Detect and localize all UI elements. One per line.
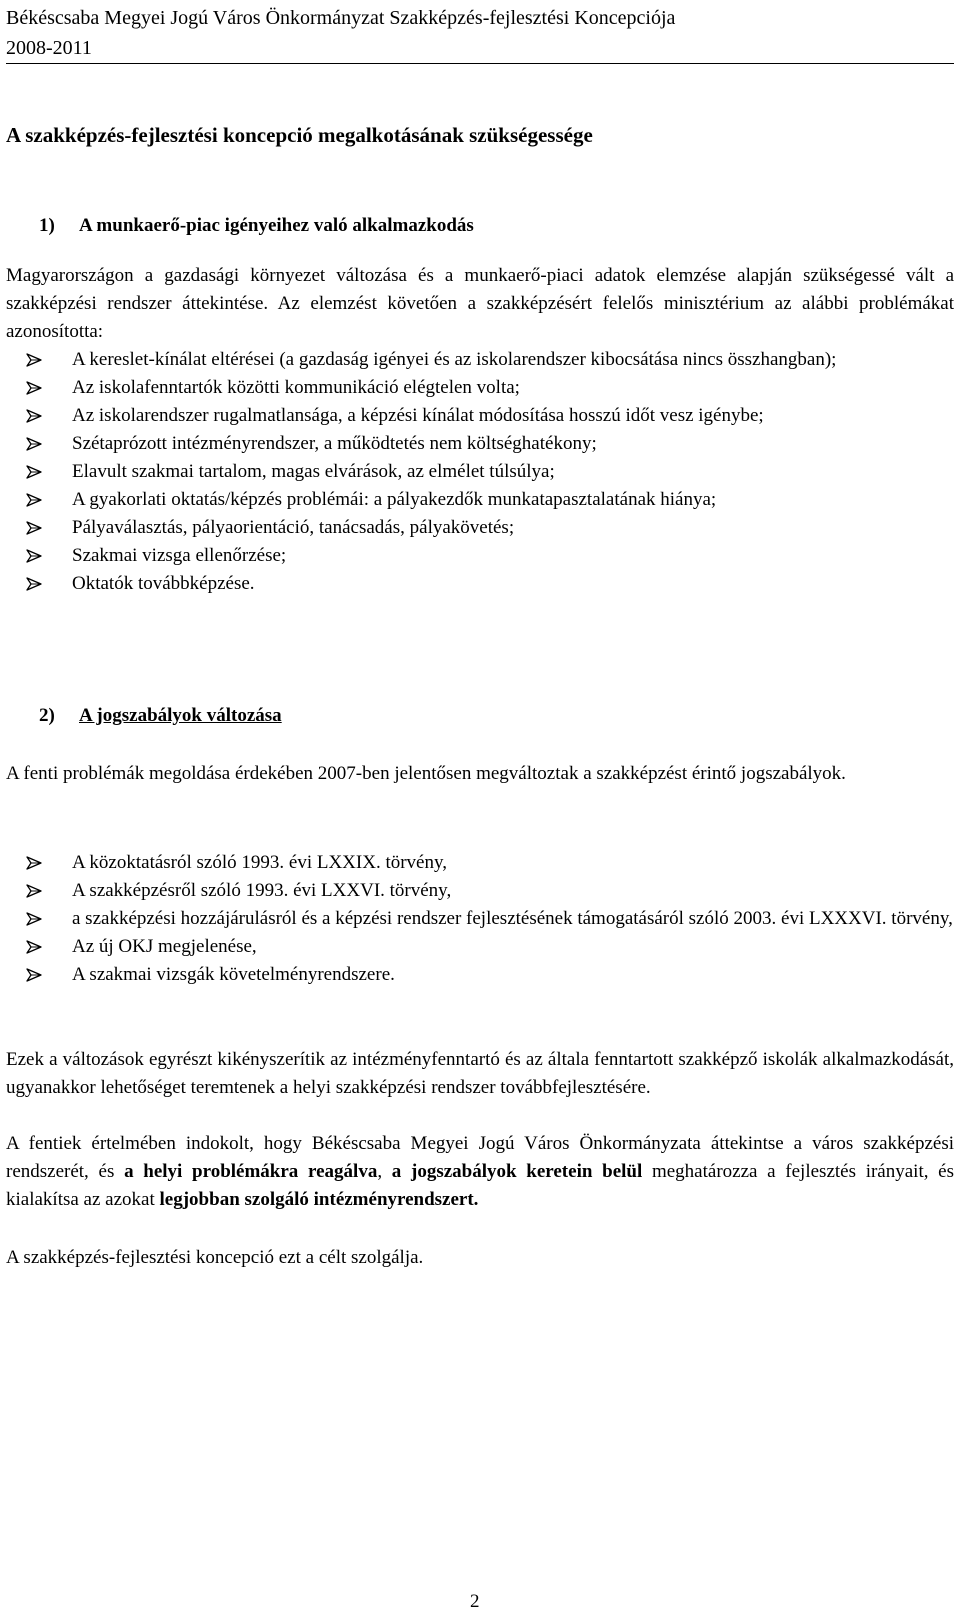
arrow-bullet-icon (26, 877, 44, 905)
arrow-bullet-icon (26, 430, 44, 458)
section-1-intro: Magyarországon a gazdasági környezet változása és a munkaerő-piaci adatok elemzése alapján szükségessé vált a szakképzési rendszer áttekintése. Az elemzést követően a szakképzésért felelős minisztérium az alábbi problémákat azonosította: (6, 265, 954, 342)
arrow-bullet-icon (26, 542, 44, 570)
arrow-bullet-icon (26, 514, 44, 542)
page-title: A szakképzés-fejlesztési koncepció megalkotásának szükségessége (6, 123, 593, 147)
list-item: Elavult szakmai tartalom, magas elvárások, az elmélet túlsúlya; (6, 458, 954, 486)
paragraph-final: A szakképzés-fejlesztési koncepció ezt a célt szolgálja. (6, 1247, 424, 1268)
arrow-bullet-icon (26, 458, 44, 486)
list-item: Pályaválasztás, pályaorientáció, tanácsadás, pályakövetés; (6, 514, 954, 542)
emphasis-legal-framework: a jogszabályok keretein belül (391, 1161, 643, 1182)
arrow-bullet-icon (26, 374, 44, 402)
list-item: A közoktatásról szóló 1993. évi LXXIX. törvény, (6, 849, 954, 877)
arrow-bullet-icon (26, 933, 44, 961)
list-item: Szétaprózott intézményrendszer, a működtetés nem költséghatékony; (6, 430, 954, 458)
law-list (6, 849, 954, 989)
section-2-title: A jogszabályok változása (79, 705, 282, 726)
arrow-bullet-icon (26, 961, 44, 989)
problem-list (6, 346, 954, 598)
header-period: 2008-2011 (6, 37, 92, 59)
section-1-number: 1) (39, 215, 55, 236)
list-item: Szakmai vizsga ellenőrzése; (6, 542, 954, 570)
list-item: Az iskolarendszer rugalmatlansága, a képzési kínálat módosítása hosszú időt vesz igénybe; (6, 402, 954, 430)
emphasis-local-problems: a helyi problémákra reagálva (124, 1161, 378, 1182)
list-item: A kereslet-kínálat eltérései (a gazdaság igényei és az iskolarendszer kibocsátása nincs összhangban); (6, 346, 954, 374)
paragraph-changes: Ezek a változások egyrészt kikényszerítik az intézményfenntartó és az általa fenntartott szakképző iskolák alkalmazkodását, ugyanakkor lehetőséget teremtenek a helyi szakképzési rendszer továbbfejlesztésére. (6, 1049, 954, 1098)
list-item: A szakképzésről szóló 1993. évi LXXVI. törvény, (6, 877, 954, 905)
section-1-heading (39, 212, 474, 240)
section-1-title: A munkaerő-piac igényeihez való alkalmazkodás (79, 215, 474, 236)
section-2-intro: A fenti problémák megoldása érdekében 2007-ben jelentősen megváltoztak a szakképzést érintő jogszabályok. (6, 763, 846, 784)
emphasis-institution-system: legjobban szolgáló intézményrendszert. (159, 1189, 479, 1210)
arrow-bullet-icon (26, 905, 44, 933)
arrow-bullet-icon (26, 402, 44, 430)
section-2-heading (39, 702, 282, 730)
header-divider (6, 63, 954, 64)
list-item: A szakmai vizsgák követelményrendszere. (6, 961, 954, 989)
list-item: a szakképzési hozzájárulásról és a képzési rendszer fejlesztésének támogatásáról szóló 2003. évi LXXXVI. törvény, (6, 905, 954, 933)
arrow-bullet-icon (26, 570, 44, 598)
paragraph-conclusion: A fentiek értelmében indokolt, hogy Békéscsaba Megyei Jogú Város Önkormányzata áttekintse a város szakképzési rendszerét, és a helyi problémákra reagálva, a jogszabályok keretein belül meghatározza a fejlesztés irányait, és kialakítsa az azokat legjobban szolgáló intézményrendszert. (6, 1133, 955, 1210)
arrow-bullet-icon (26, 849, 44, 877)
arrow-bullet-icon (26, 486, 44, 514)
running-header (6, 3, 960, 63)
list-item: A gyakorlati oktatás/képzés problémái: a pályakezdők munkatapasztalatának hiánya; (6, 486, 954, 514)
list-item: Az új OKJ megjelenése, (6, 933, 954, 961)
header-title: Békéscsaba Megyei Jogú Város Önkormányzat Szakképzés-fejlesztési Koncepciója (6, 7, 676, 29)
list-item: Oktatók továbbképzése. (6, 570, 954, 598)
arrow-bullet-icon (26, 346, 44, 374)
page-number: 2 (470, 1591, 480, 1612)
section-2-number: 2) (39, 705, 55, 726)
list-item: Az iskolafenntartók közötti kommunikáció elégtelen volta; (6, 374, 954, 402)
